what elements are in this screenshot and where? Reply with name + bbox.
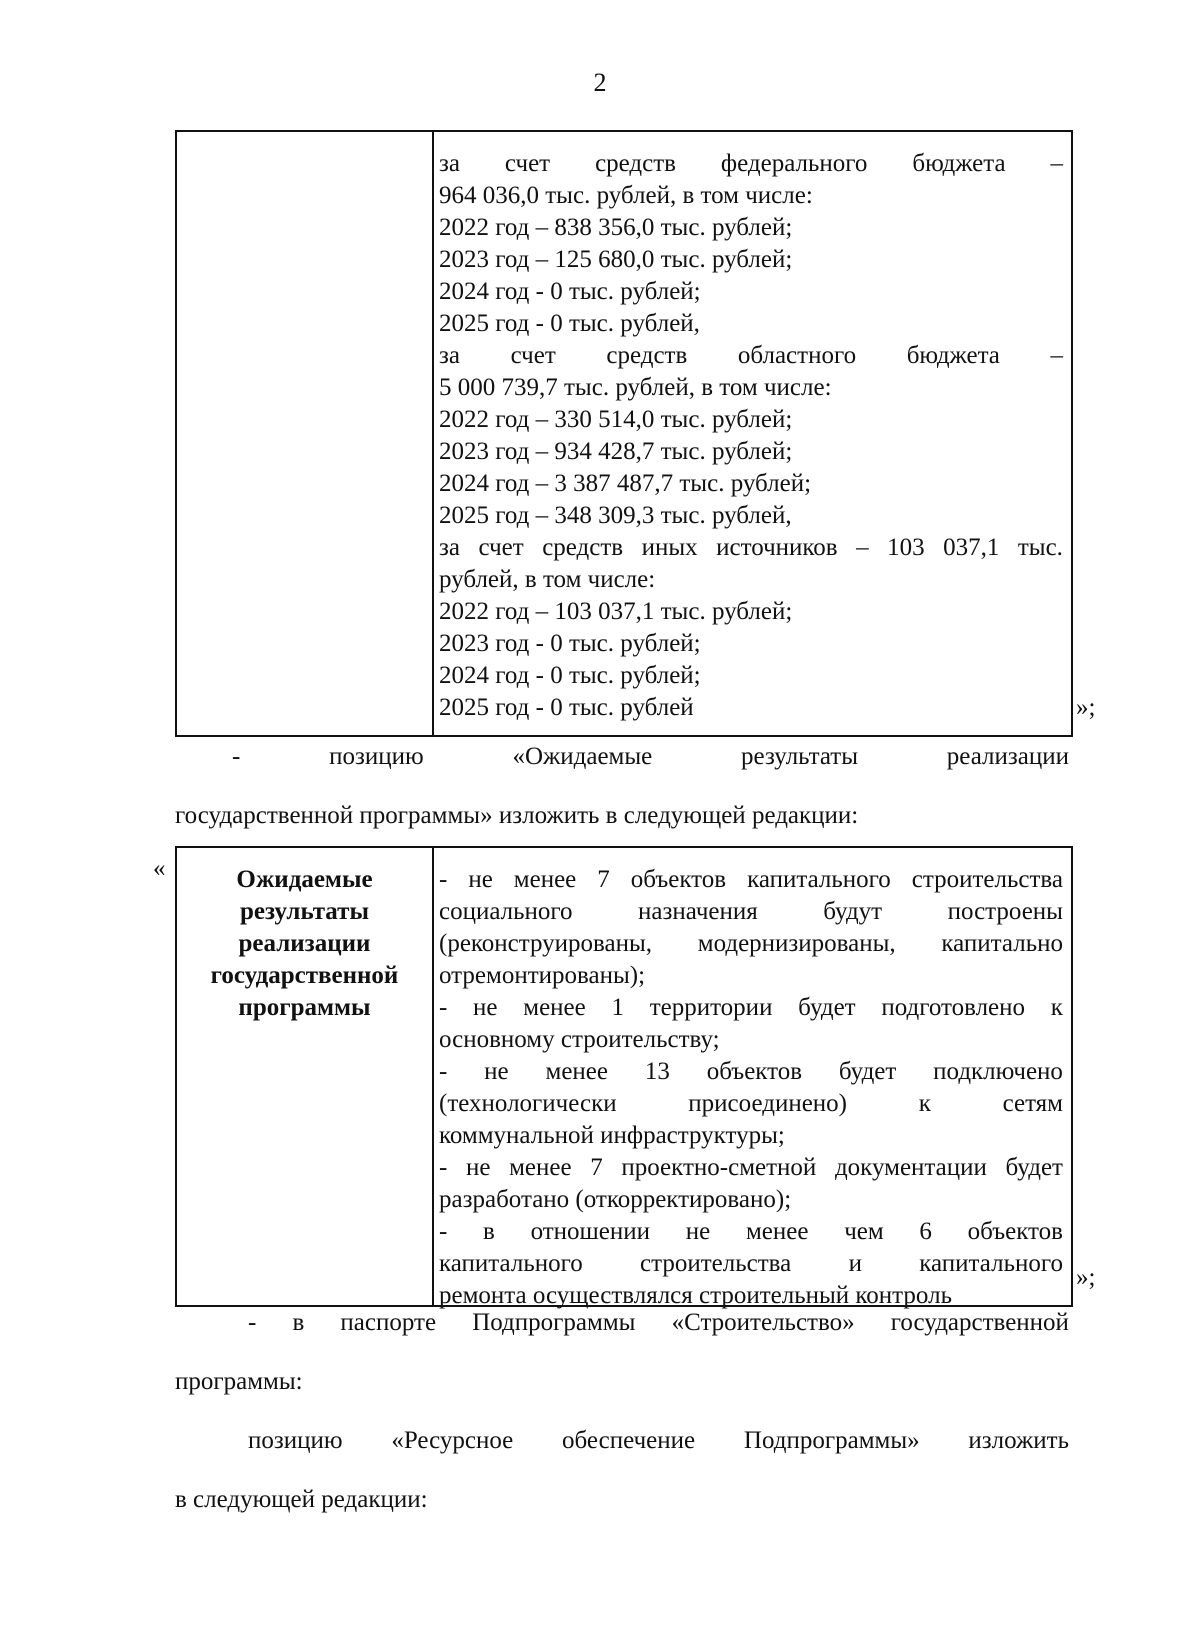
word: будет — [798, 994, 856, 1021]
text-line — [439, 896, 1063, 928]
word: - — [248, 1309, 257, 1336]
text-line: результаты — [240, 898, 369, 925]
word: Подпрограммы» — [743, 1427, 920, 1454]
text-line — [439, 1216, 1063, 1248]
instruction-line — [232, 743, 1069, 771]
word: 6 — [919, 1218, 932, 1245]
word: строительства — [640, 1250, 792, 1277]
word: документации — [834, 1154, 987, 1181]
word: менее — [513, 866, 577, 893]
text-line: коммунальной инфраструктуры; — [439, 1122, 785, 1149]
text-line: программы — [238, 994, 371, 1021]
word: будет — [1005, 1154, 1063, 1181]
word: не — [484, 1058, 509, 1085]
text-line: реализации — [238, 930, 371, 957]
word: в — [483, 1218, 495, 1245]
funding-table — [175, 130, 1073, 737]
word: позицию — [248, 1427, 343, 1454]
word: (технологически — [439, 1090, 617, 1117]
text-line: отремонтированы); — [439, 962, 646, 989]
word: территории — [649, 994, 773, 1021]
word: объектов — [630, 866, 727, 893]
text-line: 2024 год - 0 тыс. рублей; — [439, 278, 701, 305]
word: федерального — [720, 150, 868, 177]
text-line: Ожидаемые — [236, 866, 373, 893]
text-line: государственной — [210, 962, 399, 989]
text-line: 964 036,0 тыс. рублей, в том числе: — [439, 182, 813, 209]
closing-quote: »; — [1076, 1264, 1096, 1291]
word: менее — [509, 1154, 572, 1181]
word: счет — [478, 534, 524, 561]
word: построены — [947, 898, 1063, 925]
instruction-line — [248, 1427, 1069, 1455]
word: 7 — [597, 866, 610, 893]
text-line — [439, 532, 1063, 564]
word: менее — [545, 1058, 608, 1085]
word: будет — [838, 1058, 897, 1085]
text-line: ремонта осуществлялся строительный контроль — [439, 1282, 952, 1309]
text-line: 2023 год – 934 428,7 тыс. рублей; — [439, 438, 793, 465]
word: – — [1050, 342, 1063, 369]
word: изложить — [968, 1427, 1069, 1454]
word: средств — [606, 342, 688, 369]
text-line — [439, 992, 1063, 1024]
word: паспорте — [340, 1309, 437, 1336]
text-line: рублей, в том числе: — [439, 566, 656, 593]
word: капитально — [941, 930, 1063, 957]
word: - — [439, 1058, 448, 1085]
text-line: основному строительству; — [439, 1026, 720, 1053]
word: Подпрограммы — [472, 1309, 636, 1336]
word: - — [439, 994, 448, 1021]
word: иных — [641, 534, 698, 561]
text-line: 2022 год – 838 356,0 тыс. рублей; — [439, 214, 793, 241]
text-line — [439, 1056, 1063, 1088]
word: в — [292, 1309, 305, 1336]
word: 13 — [644, 1058, 670, 1085]
word: капитального — [919, 1250, 1063, 1277]
word: менее — [745, 1218, 809, 1245]
word: - — [232, 743, 241, 770]
text-line: 2023 год – 125 680,0 тыс. рублей; — [439, 246, 793, 273]
word: социального — [439, 898, 573, 925]
word: чем — [844, 1218, 884, 1245]
word: будут — [823, 898, 883, 925]
word: сетям — [1002, 1090, 1063, 1117]
word: обеспечение — [562, 1427, 696, 1454]
text-line: 2022 год – 103 037,1 тыс. рублей; — [439, 598, 793, 625]
word: объектов — [967, 1218, 1063, 1245]
word: проектно-сметной — [621, 1154, 817, 1181]
text-line: 2025 год - 0 тыс. рублей, — [439, 310, 700, 337]
opening-quote: « — [153, 855, 166, 882]
word: и — [848, 1250, 862, 1277]
word: 1 — [611, 994, 624, 1021]
text-line — [439, 340, 1063, 372]
word: бюджета — [906, 342, 1000, 369]
word: – — [856, 534, 869, 561]
word: областного — [737, 342, 857, 369]
text-line — [439, 864, 1063, 896]
word: отношении — [530, 1218, 651, 1245]
results-heading-cell — [177, 864, 432, 1024]
results-cell — [439, 864, 1063, 1312]
word: не — [465, 1154, 491, 1181]
word: реализации — [946, 743, 1069, 770]
word: за — [439, 534, 460, 561]
word: счет — [504, 150, 551, 177]
funding-cell — [439, 148, 1063, 724]
word: подключено — [933, 1058, 1063, 1085]
instruction-line — [248, 1309, 1069, 1337]
text-line: 2024 год – 3 387 487,7 тыс. рублей; — [439, 470, 812, 497]
word: подготовлено — [881, 994, 1026, 1021]
closing-quote: »; — [1076, 694, 1096, 721]
word: капитального — [747, 866, 891, 893]
instruction-line: в следующей редакции: — [175, 1486, 428, 1513]
word: назначения — [638, 898, 758, 925]
text-line: 2025 год – 348 309,3 тыс. рублей, — [439, 502, 792, 529]
instruction-line: государственной программы» изложить в следующей редакции: — [175, 802, 859, 829]
results-table — [175, 846, 1073, 1307]
word: к — [918, 1090, 931, 1117]
word: 103 — [887, 534, 925, 561]
word: позицию — [329, 743, 424, 770]
word: объектов — [706, 1058, 803, 1085]
text-line — [439, 928, 1063, 960]
word: тыс. — [1017, 534, 1063, 561]
text-line: 2025 год - 0 тыс. рублей — [439, 694, 694, 721]
word: 7 — [590, 1154, 603, 1181]
word: модернизированы, — [697, 930, 896, 957]
word: - — [439, 1154, 448, 1181]
word: за — [439, 150, 460, 177]
word: результаты — [741, 743, 859, 770]
word: строительства — [911, 866, 1063, 893]
text-line: 2024 год - 0 тыс. рублей; — [439, 662, 701, 689]
text-line: 2022 год – 330 514,0 тыс. рублей; — [439, 406, 793, 433]
word: «Ресурсное — [391, 1427, 514, 1454]
word: 037,1 — [943, 534, 1000, 561]
text-line: 5 000 739,7 тыс. рублей, в том числе: — [439, 374, 832, 401]
word: средств — [542, 534, 624, 561]
text-line — [439, 1152, 1063, 1184]
column-divider — [432, 132, 434, 735]
column-divider — [432, 848, 434, 1305]
word: бюджета — [912, 150, 1006, 177]
word: – — [1050, 150, 1063, 177]
word: не — [473, 994, 498, 1021]
word: к — [1050, 994, 1063, 1021]
text-line: разработано (откорректировано); — [439, 1186, 792, 1213]
text-line — [439, 1088, 1063, 1120]
word: капитального — [439, 1250, 583, 1277]
word: менее — [523, 994, 586, 1021]
word: «Ожидаемые — [512, 743, 653, 770]
word: «Строительство» — [671, 1309, 855, 1336]
word: (реконструированы, — [439, 930, 653, 957]
word: - — [439, 866, 448, 893]
text-line — [439, 148, 1063, 180]
word: источников — [716, 534, 838, 561]
text-line: 2023 год - 0 тыс. рублей; — [439, 630, 701, 657]
word: присоединено) — [688, 1090, 848, 1117]
word: за — [439, 342, 460, 369]
page-number: 2 — [593, 68, 607, 97]
word: государственной — [890, 1309, 1069, 1336]
word: средств — [595, 150, 676, 177]
instruction-line: программы: — [175, 1368, 303, 1395]
word: - — [439, 1218, 448, 1245]
word: счет — [510, 342, 556, 369]
text-line — [439, 1248, 1063, 1280]
word: не — [685, 1218, 711, 1245]
word: не — [468, 866, 493, 893]
